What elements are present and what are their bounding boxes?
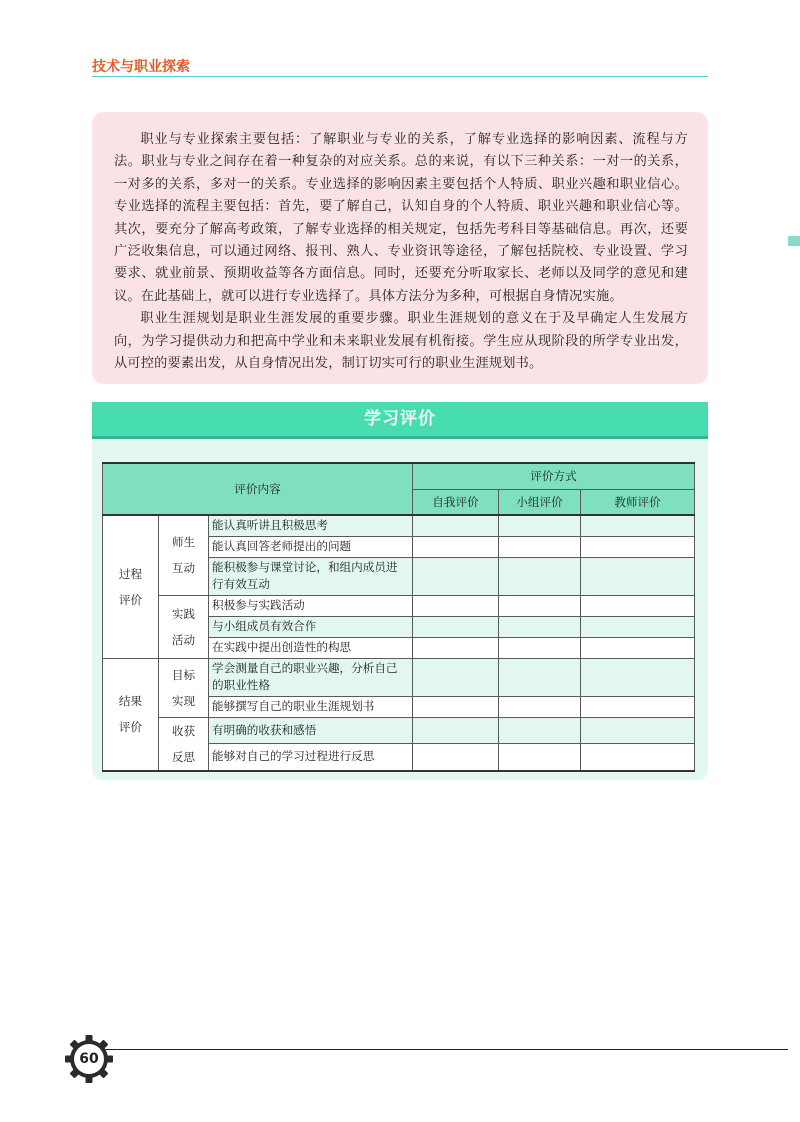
subgroup-goal — [159, 658, 209, 717]
evaluation-title: 学习评价 — [364, 409, 436, 429]
summary-box — [92, 112, 708, 384]
group-eval-cell[interactable] — [499, 515, 581, 536]
item-answer-questions: 能认真回答老师提出的问题 — [209, 536, 413, 557]
group-eval-cell[interactable] — [499, 595, 581, 616]
subgroup-reflection-label: 收获反思 — [171, 723, 196, 764]
item-creative-ideas: 在实践中提出创造性的构思 — [209, 637, 413, 658]
group-process-label: 过程评价 — [118, 566, 143, 607]
self-eval-cell[interactable] — [413, 637, 499, 658]
header-self-evaluation: 自我评价 — [413, 489, 499, 515]
teacher-eval-cell[interactable] — [581, 696, 695, 717]
subgroup-practice-label: 实践活动 — [171, 606, 196, 647]
group-result-evaluation — [103, 658, 159, 771]
subgroup-teacher-student — [159, 515, 209, 595]
evaluation-panel — [92, 402, 708, 780]
group-eval-cell[interactable] — [499, 616, 581, 637]
header-rule — [92, 76, 708, 77]
group-eval-cell[interactable] — [499, 658, 581, 696]
self-eval-cell[interactable] — [413, 744, 499, 771]
table-row — [103, 515, 695, 536]
table-row — [103, 717, 695, 744]
summary-paragraph-1: 职业与专业探索主要包括：了解职业与专业的关系，了解专业选择的影响因素、流程与方法。职业与专业之间存在着一种复杂的对应关系。总的来说，有以下三种关系：一对一的关系，一对多的关系，多对一的关系。专业选择的影响因素主要包括个人特质、职业兴趣和职业信心。专业选择的流程主要包括：首先，要了解自己，认知自身的个人特质、职业兴趣和职业信心等。其次，要充分了解高考政策，了解专业选择的相关规定，包括先考科目等基础信息。再次，还要广泛收集信息，可以通过网络、报刊、熟人、专业资讯等途径，了解包括院校、专业设置、学习要求、就业前景、预期收益等各方面信息。同时，还要充分听取家长、老师以及同学的意见和建议。在此基础上，就可以进行专业选择了。具体方法分为多种，可根据自身情况实施。 — [114, 132, 688, 304]
teacher-eval-cell[interactable] — [581, 717, 695, 744]
self-eval-cell[interactable] — [413, 595, 499, 616]
header-teacher-evaluation: 教师评价 — [581, 489, 695, 515]
subgroup-reflection — [159, 717, 209, 771]
item-self-reflection: 能够对自己的学习过程进行反思 — [209, 744, 413, 771]
side-tab — [788, 236, 800, 246]
self-eval-cell[interactable] — [413, 515, 499, 536]
item-class-discussion: 能积极参与课堂讨论，和组内成员进行有效互动 — [209, 557, 413, 595]
table-row — [103, 658, 695, 696]
header-evaluation-method: 评价方式 — [413, 463, 695, 489]
teacher-eval-cell[interactable] — [581, 536, 695, 557]
header-title: 技术与职业探索 — [92, 59, 190, 75]
teacher-eval-cell[interactable] — [581, 557, 695, 595]
group-eval-cell[interactable] — [499, 744, 581, 771]
header-group-evaluation: 小组评价 — [499, 489, 581, 515]
group-result-label: 结果评价 — [118, 694, 143, 734]
self-eval-cell[interactable] — [413, 717, 499, 744]
page-number: 60 — [79, 1051, 99, 1067]
group-eval-cell[interactable] — [499, 557, 581, 595]
item-teamwork: 与小组成员有效合作 — [209, 616, 413, 637]
teacher-eval-cell[interactable] — [581, 595, 695, 616]
subgroup-goal-label: 目标实现 — [171, 667, 196, 708]
group-eval-cell[interactable] — [499, 696, 581, 717]
group-process-evaluation — [103, 515, 159, 658]
item-listen-think: 能认真听讲且积极思考 — [209, 515, 413, 536]
teacher-eval-cell[interactable] — [581, 515, 695, 536]
teacher-eval-cell[interactable] — [581, 658, 695, 696]
group-eval-cell[interactable] — [499, 717, 581, 744]
teacher-eval-cell[interactable] — [581, 616, 695, 637]
group-eval-cell[interactable] — [499, 637, 581, 658]
item-career-interest: 学会测量自己的职业兴趣，分析自己的职业性格 — [209, 658, 413, 696]
teacher-eval-cell[interactable] — [581, 637, 695, 658]
header-evaluation-content: 评价内容 — [103, 463, 413, 515]
group-eval-cell[interactable] — [499, 536, 581, 557]
self-eval-cell[interactable] — [413, 616, 499, 637]
item-career-plan: 能够撰写自己的职业生涯规划书 — [209, 696, 413, 717]
subgroup-teacher-student-label: 师生互动 — [171, 535, 196, 576]
self-eval-cell[interactable] — [413, 536, 499, 557]
summary-paragraph-2: 职业生涯规划是职业生涯发展的重要步骤。职业生涯规划的意义在于及早确定人生发展方向，为学习提供动力和把高中学业和未来职业发展有机衔接。学生应从现阶段的所学专业出发，从可控的要素出发，从自身情况出发，制订切实可行的职业生涯规划书。 — [114, 311, 688, 372]
teacher-eval-cell[interactable] — [581, 744, 695, 771]
self-eval-cell[interactable] — [413, 658, 499, 696]
subgroup-practice — [159, 595, 209, 658]
item-gains: 有明确的收获和感悟 — [209, 717, 413, 744]
table-row — [103, 595, 695, 616]
evaluation-table — [102, 462, 695, 772]
self-eval-cell[interactable] — [413, 557, 499, 595]
footer-rule — [98, 1049, 788, 1050]
self-eval-cell[interactable] — [413, 696, 499, 717]
item-practice-participation: 积极参与实践活动 — [209, 595, 413, 616]
